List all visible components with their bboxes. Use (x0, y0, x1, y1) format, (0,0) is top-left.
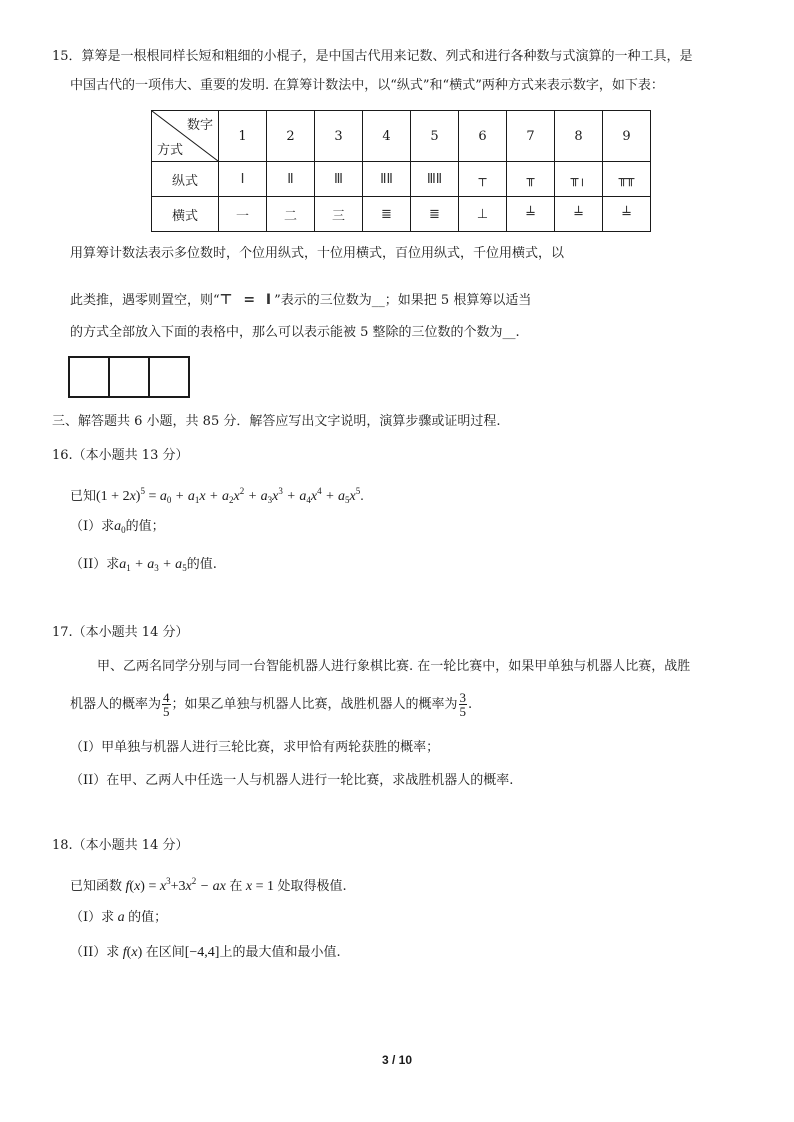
horizontal-rod-cell: ⊥ (459, 197, 507, 232)
horizontal-rod-cell: 三 (315, 197, 363, 232)
odd-coefficient-sum: $a_1 + a_3 + a_5$ (119, 557, 187, 573)
q18-given-label: 已知函数 (70, 879, 123, 894)
answer-box (110, 358, 150, 396)
q18-given (70, 872, 347, 896)
q16-part1-suffix: 的值； (125, 519, 165, 534)
horizontal-rod-cell: ≣ (363, 197, 411, 232)
q15-line4 (70, 291, 531, 310)
q17-line1: 甲、乙两名同学分别与同一台智能机器人进行象棋比赛. 在一轮比赛中，如果甲单独与机器人比赛，战胜 (97, 659, 691, 674)
q17-line2-start: 机器人的概率为 (70, 697, 162, 712)
q17-part2: （II）在甲、乙两人中任选一人与机器人进行一轮比赛，求战胜机器人的概率. (70, 773, 514, 788)
horizontal-rod-cell: ╧ (555, 197, 603, 232)
horizontal-rod-cell: ≣ (411, 197, 459, 232)
digit-cell: 7 (507, 111, 555, 162)
fraction-denominator: 5 (459, 704, 467, 719)
q17-line2-end: . (468, 697, 473, 712)
q17-line2 (70, 688, 472, 722)
binomial-expansion-formula: $(1 + 2x)^5 = a_0 + a_1x + a_2x^2 + a_3x^3 + a_4x^4 + a_5x^5$. (96, 486, 364, 505)
digit-cell: 3 (315, 111, 363, 162)
vertical-rod-cell: ╥ (507, 162, 555, 197)
q16-part2-suffix: 的值. (186, 557, 217, 572)
table-header-diagonal-cell (152, 111, 219, 162)
vertical-rod-cell: ╥╷ (555, 162, 603, 197)
vertical-rod-cell: Ⅱ (267, 162, 315, 197)
q18-part1-suffix: 的值； (128, 910, 168, 925)
a-symbol: a (114, 910, 129, 925)
header-digit-label: 数字 (186, 118, 213, 133)
vertical-rod-cell: Ⅰ (219, 162, 267, 197)
x-equals-one: x = 1 (242, 879, 275, 894)
answer-box (70, 358, 110, 396)
q16-part2 (70, 556, 217, 577)
q16-given (70, 482, 364, 509)
fraction-denominator: 5 (163, 704, 170, 719)
header-method-label: 方式 (157, 143, 184, 158)
q18-part2-mid: 在区间 (145, 945, 185, 960)
q18-part1 (70, 909, 167, 927)
q17-part1: （I）甲单独与机器人进行三轮比赛，求甲恰有两轮获胜的概率； (70, 740, 440, 755)
digit-cell: 1 (219, 111, 267, 162)
f-of-x-symbol: f(x) (119, 945, 143, 960)
vertical-rod-cell: ⅢⅡ (411, 162, 459, 197)
q17-line2-mid: ；如果乙单独与机器人比赛，战胜机器人的概率为 (171, 697, 458, 712)
q15-line2: 中国古代的一项伟大、重要的发明. 在算筹计数法中，以“纵式”和“横式”两种方式来表示数字，如下表： (70, 78, 664, 93)
answer-box (150, 358, 188, 396)
vertical-rod-cell: ┬ (459, 162, 507, 197)
page-number: 3 / 10 (381, 1053, 413, 1067)
fraction-numerator: 3 (459, 690, 467, 705)
row-label-horizontal: 横式 (152, 197, 219, 232)
section-3-heading: 三、解答题共 6 小题，共 85 分．解答应写出文字说明，演算步骤或证明过程. (52, 414, 501, 429)
q18-part1-label: （I）求 (70, 910, 115, 925)
q16-part1-label: （I）求 (70, 519, 115, 534)
q15-line1: 15．算筹是一根根同样长短和粗细的小棍子，是中国古代用来记数、列式和进行各种数与式演算的一种工具，是 (52, 49, 693, 64)
vertical-rod-cell: ╥╥ (603, 162, 651, 197)
answer-boxes (68, 356, 190, 398)
q18-part2-label: （II）求 (70, 945, 120, 960)
q18-heading: 18.（本小题共 14 分） (52, 838, 189, 853)
fraction-numerator: 4 (163, 690, 170, 705)
fraction-three-fifths (459, 691, 468, 718)
q15-line4-end: ”表示的三位数为__；如果把 5 根算筹以适当 (274, 293, 532, 308)
q16-part2-label: （II）求 (70, 557, 120, 572)
digit-cell: 9 (603, 111, 651, 162)
digit-cell: 5 (411, 111, 459, 162)
row-label-vertical: 纵式 (152, 162, 219, 197)
horizontal-rod-cell: 一 (219, 197, 267, 232)
horizontal-rod-cell: ╧ (507, 197, 555, 232)
q16-given-label: 已知 (70, 489, 97, 504)
digit-cell: 6 (459, 111, 507, 162)
horizontal-rod-cell: ╧ (603, 197, 651, 232)
q17-heading: 17.（本小题共 14 分） (52, 625, 189, 640)
q15-line4-start: 此类推，遇零则置空，则“ (70, 293, 220, 308)
function-definition: $f(x) = x^3+3x^2$ − ax (122, 876, 230, 894)
digit-cell: 2 (267, 111, 315, 162)
a0-symbol: $a_0$ (114, 519, 126, 535)
counting-rods-table (151, 110, 651, 232)
q15-line3: 用算筹计数法表示多位数时，个位用纵式，十位用横式，百位用纵式，千位用横式，以 (70, 246, 565, 261)
q18-given-mid: 在 (229, 879, 243, 894)
q18-given-end: 处取得极值. (277, 879, 347, 894)
q16-heading: 16.（本小题共 13 分） (52, 448, 189, 463)
digit-cell: 8 (555, 111, 603, 162)
vertical-rod-cell: Ⅲ (315, 162, 363, 197)
q16-part1 (70, 518, 165, 539)
horizontal-rod-cell: 二 (267, 197, 315, 232)
digit-cell: 4 (363, 111, 411, 162)
interval-symbol: [−4,4] (184, 945, 220, 960)
rod-numeral-inline: ⊤ = Ⅰ (219, 292, 275, 308)
q18-part2 (70, 944, 341, 962)
q15-line5: 的方式全部放入下面的表格中，那么可以表示能被 5 整除的三位数的个数为__. (70, 325, 520, 340)
vertical-rod-cell: ⅡⅡ (363, 162, 411, 197)
fraction-four-fifths (162, 691, 171, 718)
q18-part2-end: 上的最大值和最小值. (219, 945, 341, 960)
